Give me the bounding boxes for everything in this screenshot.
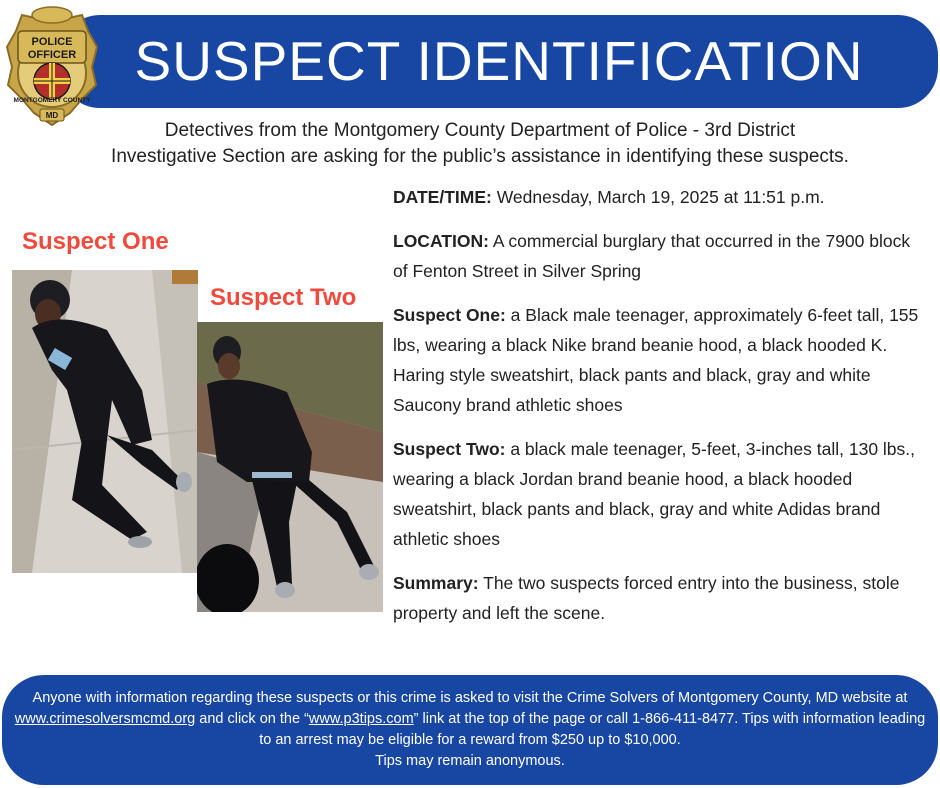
datetime-value: Wednesday, March 19, 2025 at 11:51 p.m. [491, 187, 825, 207]
intro-line-1: Detectives from the Montgomery County Department of Police - 3rd District [164, 120, 796, 141]
datetime-label: DATE/TIME: [393, 187, 492, 207]
suspect-two-detail-label: Suspect Two: [393, 439, 506, 459]
footer-part-1: Anyone with information regarding these suspects or this crime is asked to visit the Crime Solvers of Montgomery County, MD website at [32, 690, 908, 706]
intro-text [30, 118, 930, 170]
badge-line-1: POLICE [31, 36, 73, 48]
footer-part-4: Tips may remain anonymous. [375, 753, 565, 769]
detail-datetime [393, 182, 928, 212]
police-badge-logo [4, 3, 100, 129]
detail-summary [393, 568, 928, 628]
detail-suspect-two [393, 434, 928, 554]
badge-state: MD [45, 111, 59, 120]
badge-ring-text: MONTGOMERY COUNTY [13, 97, 91, 104]
suspect-two-photo [197, 322, 383, 612]
badge-line-2: OFFICER [27, 49, 77, 61]
footer-part-2: and click on the “ [195, 711, 309, 727]
suspect-one-photo [12, 270, 198, 573]
intro-line-2: Investigative Section are asking for the public’s assistance in identifying these suspects. [111, 146, 849, 167]
suspect-two-label: Suspect Two [210, 284, 357, 311]
suspect-two-description: a black male teenager, 5-feet, 3-inches tall, 130 lbs., wearing a black Jordan brand beanie hood, a black hooded sweatshirt, black pants and black, gray and white Adidas brand athletic shoes [393, 439, 916, 549]
incident-details [393, 182, 928, 642]
crimesolvers-link[interactable]: www.crimesolversmcmd.org [14, 711, 196, 727]
footer-text [10, 688, 930, 772]
suspect-one-description: a Black male teenager, approximately 6-feet tall, 155 lbs, wearing a black Nike brand beanie hood, a black hooded K. Haring style sweatshirt, black pants and black, gray and white Saucony brand athletic shoes [393, 305, 919, 415]
summary-value: The two suspects forced entry into the business, stole property and left the scene. [393, 573, 900, 623]
location-value: A commercial burglary that occurred in the 7900 block of Fenton Street in Silver Spring [393, 231, 911, 281]
p3tips-link[interactable]: www.p3tips.com [308, 711, 414, 727]
page-title: SUSPECT IDENTIFICATION [134, 30, 864, 92]
summary-label: Summary: [393, 573, 479, 593]
detail-location [393, 226, 928, 286]
footer-part-3: ” link at the top of the page or call 1-866-411-8477. Tips with information leading to an arrest may be eligible for a reward from $250 up to $10,000. [259, 711, 926, 748]
suspect-one-label: Suspect One [22, 228, 169, 255]
detail-suspect-one [393, 300, 928, 420]
location-label: LOCATION: [393, 231, 489, 251]
suspect-one-detail-label: Suspect One: [393, 305, 506, 325]
